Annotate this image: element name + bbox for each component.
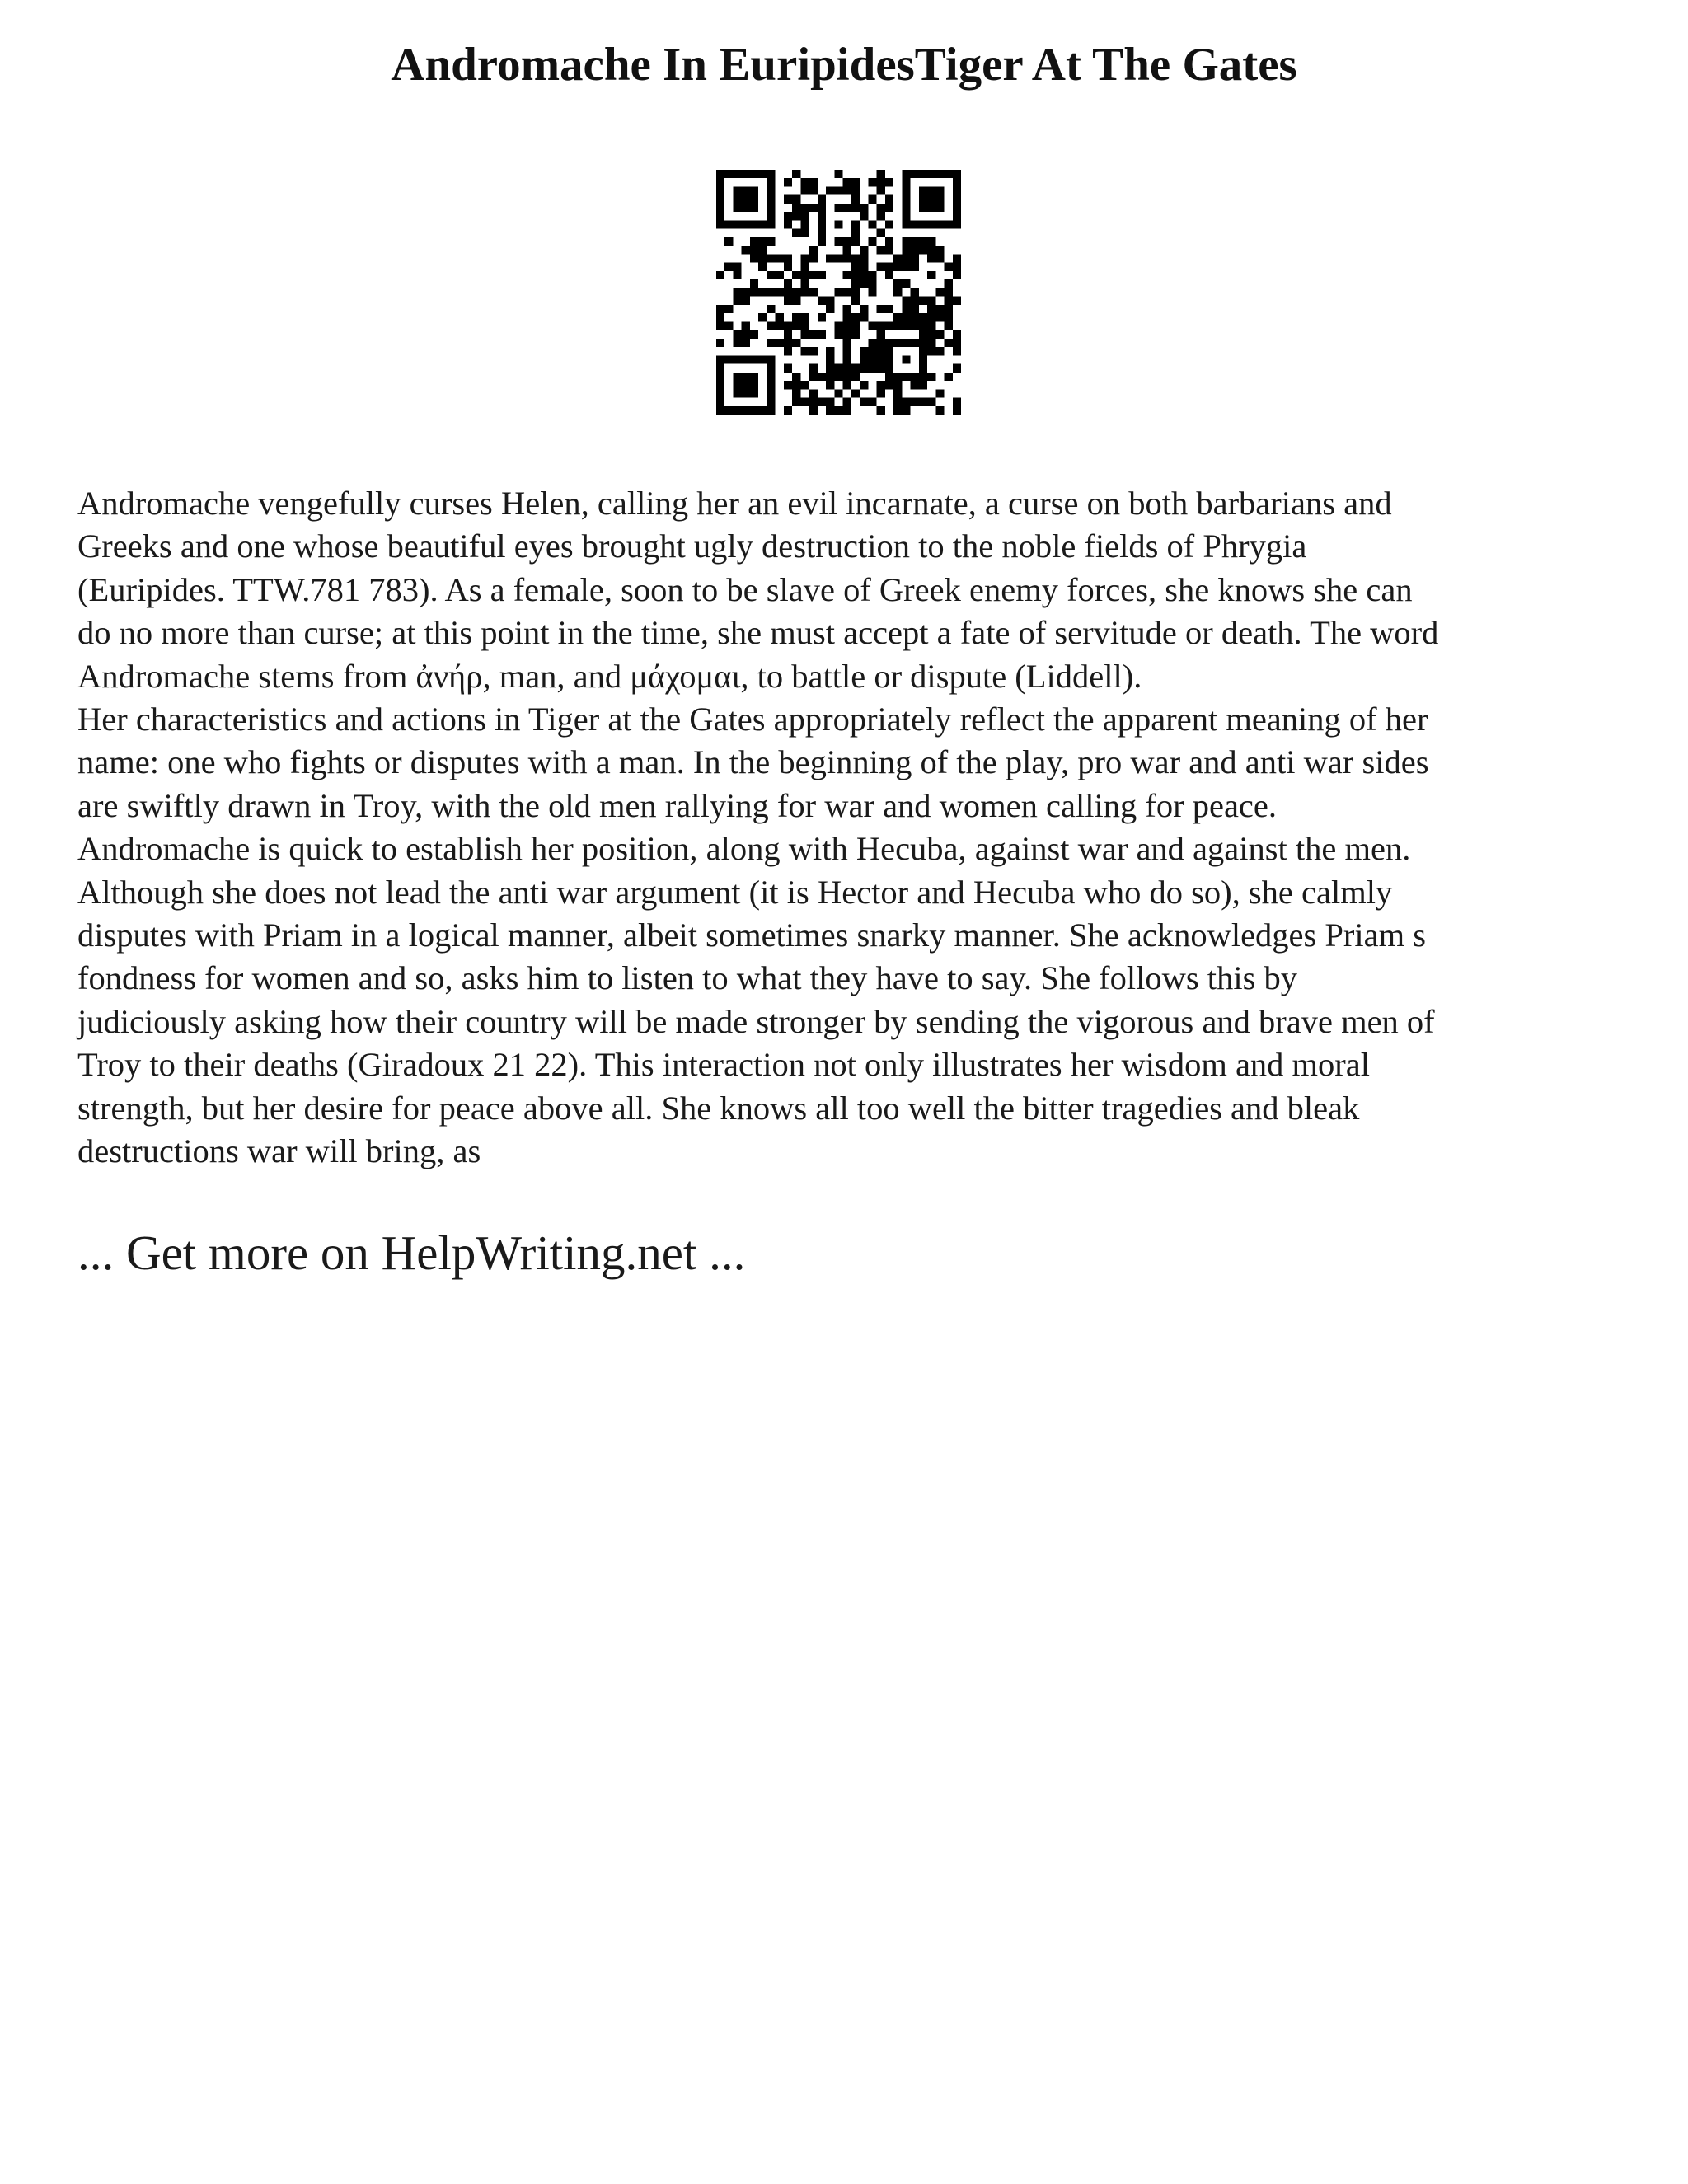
text-line: (Euripides. TTW.781 783). As a female, soon to be slave of Greek enemy forces, she knows she can (77, 570, 1413, 608)
text-line: Her characteristics and actions in Tiger at the Gates appropriately reflect the apparent meaning of her (77, 701, 1428, 738)
text-line: are swiftly drawn in Troy, with the old men rallying for war and women calling for peace. (77, 786, 1277, 824)
get-more-link[interactable]: ... Get more on HelpWriting.net ... (77, 1226, 746, 1280)
text-line: Troy to their deaths (Giradoux 21 22). This interaction not only illustrates her wisdom and moral (77, 1046, 1371, 1084)
text-line: judiciously asking how their country will be made stronger by sending the vigorous and brave men of (77, 1002, 1435, 1040)
text-line: name: one who fights or disputes with a man. In the beginning of the play, pro war and anti war sides (77, 743, 1429, 781)
text-line: Andromache stems from ἀνήρ, man, and μάχομαι, to battle or dispute (Liddell). (77, 657, 1142, 695)
paragraph-2 (77, 698, 1627, 1173)
text-line: fondness for women and so, asks him to listen to what they have to say. She follows this by (77, 959, 1297, 997)
qr-code-image (716, 170, 961, 415)
qr-code[interactable] (716, 170, 961, 415)
text-line: strength, but her desire for peace above all. She knows all too well the bitter tragedies and bleak (77, 1089, 1360, 1127)
text-line: Andromache vengefully curses Helen, calling her an evil incarnate, a curse on both barbarians and (77, 485, 1392, 522)
text-line: disputes with Priam in a logical manner, albeit sometimes snarky manner. She acknowledges Priam s (77, 916, 1427, 954)
text-line: Greeks and one whose beautiful eyes brought ugly destruction to the noble fields of Phrygia (77, 527, 1307, 565)
paragraph-1 (77, 482, 1627, 698)
document-title: Andromache In EuripidesTiger At The Gates (391, 39, 1297, 91)
text-line: Andromache is quick to establish her position, along with Hecuba, against war and against the men. (77, 830, 1411, 868)
text-line: do no more than curse; at this point in the time, she must accept a fate of servitude or death. The word (77, 614, 1439, 652)
document-body (77, 482, 1627, 1174)
text-line: destructions war will bring, as (77, 1132, 481, 1170)
text-line: Although she does not lead the anti war argument (it is Hector and Hecuba who do so), she calmly (77, 873, 1393, 911)
